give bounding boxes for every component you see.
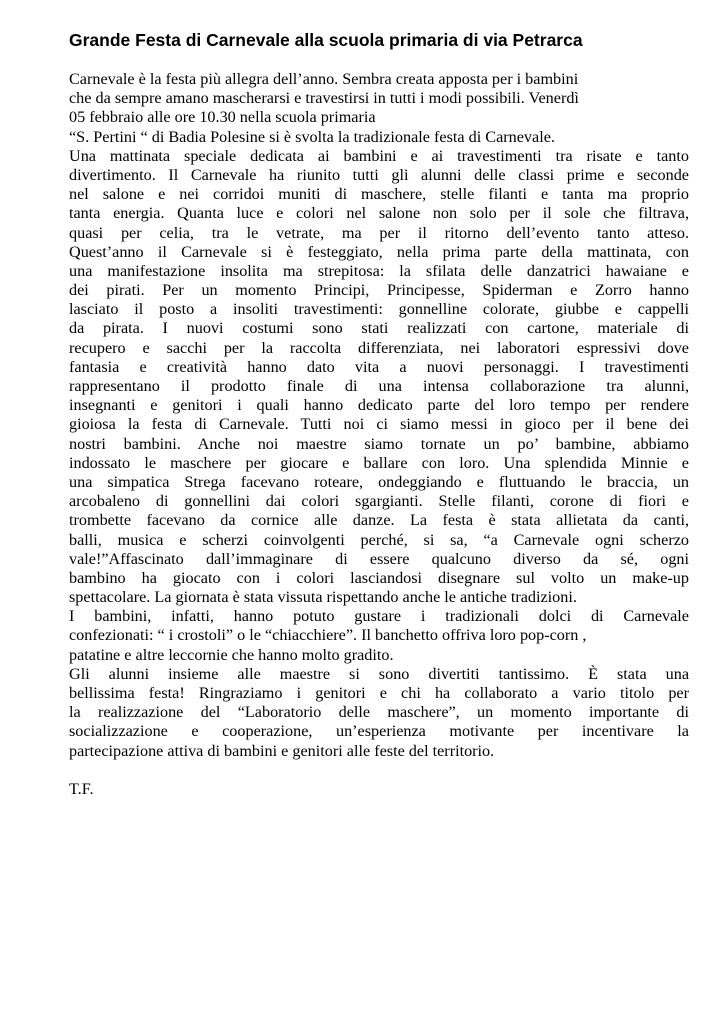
text-line: confezionati: “ i crostoli” o le “chiacchiere”. Il banchetto offriva loro pop-corn , xyxy=(69,626,587,645)
text-line: Quest’anno il Carnevale si è festeggiato, nella prima parte della mattinata, con xyxy=(69,242,689,261)
text-line: Una mattinata speciale dedicata ai bambini e ai travestimenti tra risate e tanto xyxy=(69,146,689,165)
text-line: da pirata. I nuovi costumi sono stati realizzati con cartone, materiale di xyxy=(69,319,689,338)
text-line: recupero e sacchi per la raccolta differenziata, nei laboratori espressivi dove xyxy=(69,338,689,357)
text-line: I bambini, infatti, hanno potuto gustare i tradizionali dolci di Carnevale xyxy=(69,607,689,626)
text-line: lasciato il posto a insoliti travestimenti: gonnelline colorate, giubbe e cappelli xyxy=(69,300,689,319)
signature: T.F. xyxy=(69,779,94,798)
text-line: trombette facevano da cornice alle danze. La festa è stata allietata da canti, xyxy=(69,511,689,530)
text-line: dei pirati. Per un momento Principi, Principesse, Spiderman e Zorro hanno xyxy=(69,281,689,300)
text-line: la realizzazione del “Laboratorio delle maschere”, un momento importante di xyxy=(69,703,689,722)
text-line: rappresentano il prodotto finale di una intensa collaborazione tra alunni, xyxy=(69,377,689,395)
text-line: Carnevale è la festa più allegra dell’anno. Sembra creata apposta per i bambini xyxy=(69,70,579,88)
text-line: indossato le maschere per giocare e ballare con loro. Una splendida Minnie e xyxy=(69,453,689,472)
text-line: gioiosa la festa di Carnevale. Tutti noi ci siamo messi in gioco per il bene dei xyxy=(69,415,689,434)
text-line: balli, musica e scherzi coinvolgenti perché, si sa, “a Carnevale ogni scherzo xyxy=(69,530,689,549)
document-title: Grande Festa di Carnevale alla scuola primaria di via Petrarca xyxy=(69,30,583,50)
text-line: nostri bambini. Anche noi maestre siamo tornate un po’ bambine, abbiamo xyxy=(69,434,689,453)
text-line: patatine e altre leccornie che hanno molto gradito. xyxy=(69,645,394,664)
text-line: una manifestazione insolita ma strepitosa: la sfilata delle danzatrici hawaiane e xyxy=(69,261,689,280)
text-line: divertimento. Il Carnevale ha riunito tutti gli alunni delle classi prime e seconde xyxy=(69,165,689,184)
text-line: partecipazione attiva di bambini e genitori alle feste del territorio. xyxy=(69,741,495,760)
text-line: quasi per celia, tra le vetrate, ma per il ritorno dell’evento tanto atteso. xyxy=(69,223,689,242)
text-line: bambino ha giocato con i colori lasciandosi disegnare sul volto un make-up xyxy=(69,568,689,587)
text-line: Gli alunni insieme alle maestre si sono divertiti tantissimo. È stata una xyxy=(69,664,689,683)
text-line: una simpatica Strega facevano roteare, ondeggiando e fluttuando le braccia, un xyxy=(69,472,689,491)
text-line: vale!”Affascinato dall’immaginare di essere qualcuno diverso da sé, ogni xyxy=(69,549,689,568)
document-page xyxy=(69,28,689,799)
text-line: insegnanti e genitori i quali hanno dedicato parte del loro tempo per rendere xyxy=(69,396,689,415)
text-line: che da sempre amano mascherarsi e travestirsi in tutti i modi possibili. Venerdì xyxy=(69,89,579,108)
text-line: arcobaleno di gonnellini dai colori sgargianti. Stelle filanti, corone di fiori e xyxy=(69,492,689,511)
text-line: “S. Pertini “ di Badia Polesine si è svolta la tradizionale festa di Carnevale. xyxy=(69,127,555,146)
text-line: 05 febbraio alle ore 10.30 nella scuola primaria xyxy=(69,108,376,127)
article-body xyxy=(69,70,689,761)
text-line: tanta energia. Quanta luce e colori nel salone non solo per il sole che filtrava, xyxy=(69,204,689,223)
text-line: bellissima festa! Ringraziamo i genitori e chi ha collaborato a vario titolo per xyxy=(69,684,689,702)
text-line: spettacolare. La giornata è stata vissuta rispettando anche le antiche tradizioni. xyxy=(69,588,577,607)
text-line: nel salone e nei corridoi muniti di maschere, stelle filanti e tanta ma proprio xyxy=(69,185,689,204)
text-line: socializzazione e cooperazione, un’esperienza motivante per incentivare la xyxy=(69,722,689,741)
text-line: fantasia e creatività hanno dato vita a nuovi personaggi. I travestimenti xyxy=(69,357,689,376)
